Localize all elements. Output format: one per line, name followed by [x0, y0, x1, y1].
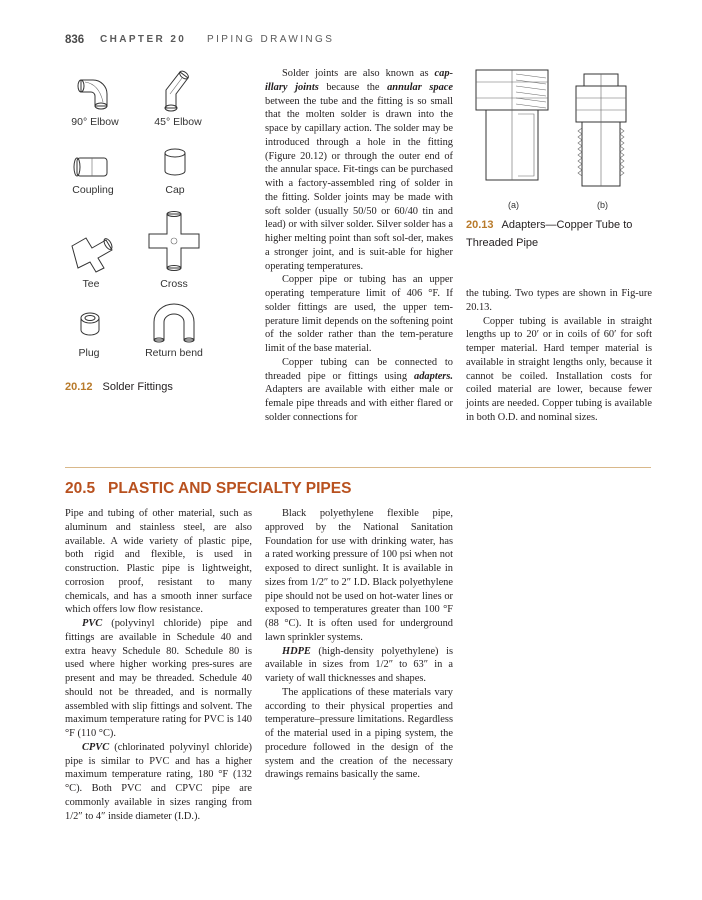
chapter-label: CHAPTER 20 [100, 34, 187, 45]
section-divider [65, 467, 651, 468]
adapter-a-drawing [466, 64, 558, 196]
figure-20-12 [60, 60, 260, 400]
section-number: 20.5 [65, 480, 96, 497]
paragraph-copper-availability: Copper tubing is available in straight lengths up to 20′ or in coils of 60′ for soft temper material. Hard temper material is available in straight lengths only, because it cannot be coiled. Installation costs for coiled material are lower, because fewer joints are needed. Copper tubing is available in both O.D. and nominal sizes. [466, 315, 652, 423]
label-90-elbow: 90° Elbow [71, 116, 119, 128]
fitting-return-bend-drawing [148, 300, 200, 344]
paragraph-polyethylene: Black polyethylene flexible pipe, approved by the National Sanitation Foundation for use with drinking water, has a rated working pressure of 100 psi when not exposed to direct sunlight. It is available in sizes from 1/2″ to 2″ I.D. Black polyethylene pipe should not be used on hot-water lines or exposed to temperatures greater than 100 °F (88 °C). It is often used for underground lawn sprinkler systems. [265, 508, 453, 643]
label-return-bend: Return bend [145, 347, 203, 359]
fitting-tee-drawing [68, 230, 116, 274]
label-plug: Plug [78, 347, 100, 359]
fitting-coupling-drawing [72, 154, 112, 180]
figure-20-12-caption [65, 377, 173, 395]
label-cross: Cross [160, 278, 188, 290]
adapter-b-drawing [570, 70, 632, 198]
caption-number: 20.12 [65, 381, 93, 393]
lower-left-column [65, 507, 252, 823]
paragraph-hdpe: HDPE (high-density polyethylene) is available in sizes from 1/2″ to 63″ in a variety of wall thicknesses and shapes. [265, 645, 453, 684]
section-title: PLASTIC AND SPECIALTY PIPES [108, 480, 352, 497]
right-column [466, 287, 652, 425]
label-tee: Tee [82, 278, 100, 290]
label-coupling: Coupling [72, 184, 114, 196]
figure-20-13-caption [466, 215, 666, 251]
fitting-plug-drawing [78, 310, 102, 340]
sub-label-a: (a) [508, 200, 519, 210]
figure-20-13 [466, 64, 656, 224]
label-cap: Cap [165, 184, 185, 196]
paragraph-plastic-pipe: Pipe and tubing of other material, such as aluminum and stainless steel, are also available. A wide variety of plastic pipe, both rigid and flexible, is used in construction. Plastic pipe is lightweight, corrosion proof, resistant to many chemicals, and has a smooth inner surface which offers low flow resistance. [65, 508, 252, 616]
paragraph-cpvc: CPVC (chlorinated polyvinyl chloride) pipe is similar to PVC and has a higher maximum temperature rating, 180 °F (132 °C). Both PVC and CPVC pipe are commonly available in sizes ranging from 1/2″ to 4″ inside diameter (I.D.). [65, 741, 252, 822]
fitting-90-elbow-drawing [75, 72, 117, 112]
fitting-cap-drawing [162, 146, 188, 180]
paragraph-capillary-joints: Solder joints are also known as cap-illary joints because the annular space between the tube and the fitting is so small that the molten solder is drawn into the space by capillary action. The solder may be introduced through a hole in the fitting (Figure 20.12) or through the outer end of the annular space. Fit-tings can be purchased with a factory-assembled ring of solder in the fitting. Solder joints may be made with soft solder (usually 50/50 or 60/40 tin and lead) or with silver solder. Silver solder has a higher melting point than soft sol-der, makes a stronger joint, and is suit-able for higher operating temperatures. [265, 68, 453, 272]
caption-text-line-2: Threaded Pipe [466, 237, 539, 249]
fitting-45-elbow-drawing [158, 64, 194, 112]
sub-label-b: (b) [597, 200, 608, 210]
fitting-cross-drawing [146, 210, 202, 272]
caption-number: 20.13 [466, 219, 494, 231]
label-45-elbow: 45° Elbow [154, 116, 202, 128]
paragraph-applications: The applications of these materials vary according to their physical properties and temperature–pressure limitations. Regardless of the material used in a piping system, the procedure followed in the design of the system and the creation of the necessary drawings remains basically the same. [265, 686, 453, 781]
paragraph-temperature-limit: Copper pipe or tubing has an upper operating temperature limit of 406 °F. If solder fittings are used, the upper tem-perature limit depends on the softening point of the solder rather than the tem-perature limit of the base material. [265, 274, 453, 354]
page-number: 836 [65, 34, 85, 46]
lower-right-column [265, 507, 453, 782]
middle-column [265, 67, 453, 425]
caption-text-line-1: Adapters—Copper Tube to [501, 219, 633, 231]
paragraph-pvc: PVC (polyvinyl chloride) pipe and fittings are available in Schedule 40 and extra heavy Schedule 80. Schedule 80 is used where higher working pres-sures are present and may be threaded. Schedule 40 should not be threaded, and is normally assembled with slip fittings and solvent. The maximum temperature rating for PVC is 140 °F (110 °C). [65, 618, 252, 739]
caption-text: Solder Fittings [102, 381, 173, 393]
paragraph-adapters: Copper tubing can be connected to threaded pipe or fittings using adapters. Adapters are available with either male or female pipe threads and with either flared or solder connections for [265, 356, 453, 423]
chapter-title: PIPING DRAWINGS [207, 34, 335, 45]
paragraph-tubing-types: the tubing. Two types are shown in Fig-ure 20.13. [466, 288, 652, 313]
